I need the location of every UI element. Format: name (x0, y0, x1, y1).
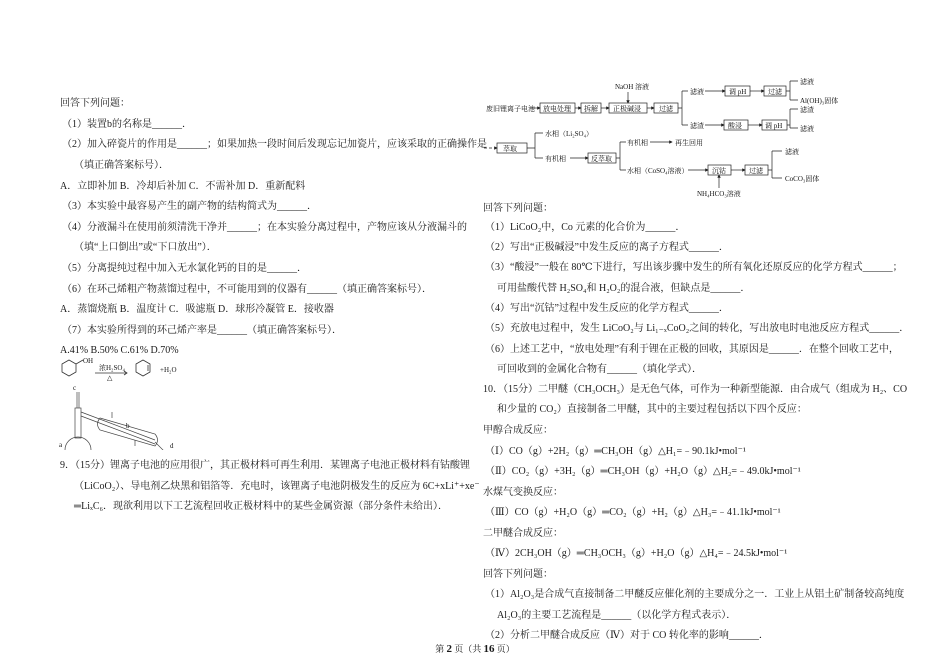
question-9-3: （3）“酸浸”一般在 80℃下进行，写出该步骤中发生的所有氧化还原反应的化学方程式______； (485, 262, 903, 273)
options-2: A．立即补加 B．冷却后补加 C．不需补加 D．重新配料 (60, 181, 306, 192)
question-9-2: （2）写出“正极碱浸”中发生反应的离子方程式______． (485, 242, 729, 253)
options-7: A.41% B.50% C.61% D.70% (60, 345, 179, 356)
page-footer (0, 642, 950, 655)
footer-text: 第 (435, 644, 445, 654)
flow-aqueous-2: 水相（CoSO₄溶液） (627, 167, 689, 175)
flow-cobalt-precip: 沉钴 (712, 167, 726, 175)
apparatus-figure (55, 355, 275, 450)
reagent-label: 浓H₂SO₄ (99, 364, 125, 372)
text-line: 回答下列问题： (483, 203, 553, 214)
flow-acid-leach: 酸浸 (728, 122, 742, 130)
label-c: c (73, 384, 77, 392)
oh-label: OH (83, 357, 94, 365)
product-label: +H₂O (160, 366, 177, 374)
flow-nh4hco3: NH₄HCO₃溶液 (697, 190, 741, 198)
flow-back-extract: 反萃取 (591, 155, 612, 163)
label-b: b (126, 422, 130, 430)
text-line: ═LiₓC₆．现欲利用以下工艺流程回收正极材料中的某些金属资源（部分条件未给出）． (74, 501, 449, 512)
flow-discharge: 放电处理 (543, 105, 571, 113)
question-7: （7）本实验所得到的环己烯产率是______（填正确答案标号）． (62, 325, 342, 336)
flow-alkali-leach: 正极碱浸 (613, 105, 641, 113)
flow-filtrate-3: 滤液 (800, 125, 814, 133)
reaction-3: （Ⅲ）CO（g）+H₂O（g）═CO₂（g）+H₂（g）△H₃=﹣41.1kJ•mol⁻¹ (485, 507, 781, 518)
question-5: （5）分离提纯过程中加入无水氯化钙的目的是______． (62, 263, 307, 274)
flow-residue-2: 滤渣 (800, 106, 814, 114)
text-line: （填“上口倒出”或“下口放出”）． (74, 242, 217, 253)
question-4: （4）分液漏斗在使用前须清洗干净并______；在本实验分离过程中，产物应该从分液漏斗的 (62, 222, 467, 233)
flow-extract: 萃取 (503, 145, 517, 153)
text-line: 和少量的 CO₂）直接制备二甲醚，其中的主要过程包括以下四个反应： (497, 404, 807, 415)
text-line: 可回收到的金属化合物有______（填化学式）． (497, 364, 702, 375)
question-1: （1）装置b的名称是______． (62, 119, 192, 130)
options-6: A．蒸馏烧瓶 B．温度计 C．吸滤瓶 D．球形冷凝管 E．接收器 (60, 304, 334, 315)
footer-text: 页） (496, 644, 515, 654)
text-line: （LiCoO₂）、导电剂乙炔黑和铝箔等．充电时，该锂离子电池阴极发生的反应为 6C+xLi⁺+xe⁻ (74, 481, 480, 492)
flow-aqueous-1: 水相（Li₂SO₄） (545, 130, 594, 138)
text-line: 回答下列问题： (60, 98, 130, 109)
label-a: a (59, 441, 63, 449)
flow-ph-1: 调 pH (729, 88, 747, 96)
flow-aloh3: Al(OH)₃固体 (800, 97, 839, 105)
flow-filtrate-1: 滤液 (690, 88, 704, 96)
page-number: 2 (446, 643, 452, 655)
reaction-2: （Ⅱ）CO₂（g）+3H₂（g）═CH₃OH（g）+H₂O（g）△H₂=﹣49.0kJ•mol⁻¹ (485, 466, 801, 477)
page-total: 16 (483, 643, 495, 655)
question-9-6: （6）上述工艺中，“放电处理”有利于锂在正极的回收，其原因是______．在整个回收工艺中， (485, 344, 899, 355)
question-2: （2）加入碎瓷片的作用是______；如果加热一段时间后发现忘记加瓷片，应该采取的正确操作是 (62, 139, 487, 150)
flow-filter-2: 过滤 (768, 88, 782, 96)
label-d: d (170, 442, 174, 450)
text-line: 9．（15分）锂离子电池的应用很广，其正极材料可再生利用．某锂离子电池正极材料有钴酸锂 (60, 460, 470, 471)
section-heading: 二甲醚合成反应： (483, 528, 563, 539)
process-flowchart (480, 75, 850, 200)
footer-text: 页（共 (454, 644, 482, 654)
reaction-4: （Ⅳ）2CH₃OH（g）═CH₃OCH₃（g）+H₂O（g）△H₄=﹣24.5kJ•mol⁻¹ (485, 548, 788, 559)
flow-filter-3: 过滤 (749, 167, 763, 175)
text-line: 可用盐酸代替 H₂SO₄和 H₂O₂的混合液，但缺点是______． (497, 283, 751, 294)
question-10: 10．（15分）二甲醚（CH₃OCH₃）是无色气体，可作为一种新型能源．由合成气（组成为 H₂、CO (483, 384, 908, 395)
flow-ph-2: 调 pH (765, 122, 783, 130)
question-9-1: （1）LiCoO₂中，Co 元素的化合价为______． (485, 222, 686, 233)
flow-filter-1: 过滤 (659, 105, 673, 113)
flow-organic-2: 有机相 (627, 139, 648, 147)
cyclohexanol-ring (62, 360, 76, 376)
question-10-2: （2）分析二甲醚合成反应（Ⅳ）对于 CO 转化率的影响______． (485, 630, 769, 641)
reaction-1: （Ⅰ）CO（g）+2H₂（g）═CH₃OH（g）△H₁=﹣90.1kJ•mol⁻¹ (485, 446, 746, 457)
question-9-4: （4）写出“沉钴”过程中发生反应的化学方程式______． (485, 303, 729, 314)
flow-organic-1: 有机相 (545, 155, 566, 163)
text-line: （填正确答案标号）． (74, 160, 169, 171)
question-10-1: （1）Al₂O₃是合成气直接制备二甲醚反应催化剂的主要成分之一．工业上从铝土矿制备较高纯度 (485, 589, 905, 600)
flow-filtrate-4: 滤液 (785, 148, 799, 156)
question-6: （6）在环己烯粗产物蒸馏过程中，不可能用到的仪器有______（填正确答案标号）． (62, 284, 432, 295)
flow-start: 废旧锂离子电池 (486, 105, 535, 113)
text-line: 回答下列问题： (483, 569, 553, 580)
flow-reuse: 再生回用 (675, 139, 703, 147)
section-heading: 甲醇合成反应： (483, 425, 553, 436)
flow-residue-1: 滤渣 (690, 122, 704, 130)
question-3: （3）本实验中最容易产生的副产物的结构简式为______． (62, 201, 317, 212)
flow-filtrate-2: 滤液 (800, 78, 814, 86)
text-line: Al₂O₃的主要工艺流程是______（以化学方程式表示）． (497, 610, 737, 621)
condition-label: △ (107, 374, 113, 382)
flow-dismantle: 拆解 (584, 105, 598, 113)
flow-coco3: CoCO₃固体 (785, 175, 820, 183)
question-9-5: （5）充放电过程中，发生 LiCoO₂与 Li₁₋ₓCoO₂之间的转化，写出放电时电池反应方程式______． (485, 323, 910, 334)
section-heading: 水煤气变换反应： (483, 487, 563, 498)
flow-naoh: NaOH 溶液 (615, 83, 650, 91)
